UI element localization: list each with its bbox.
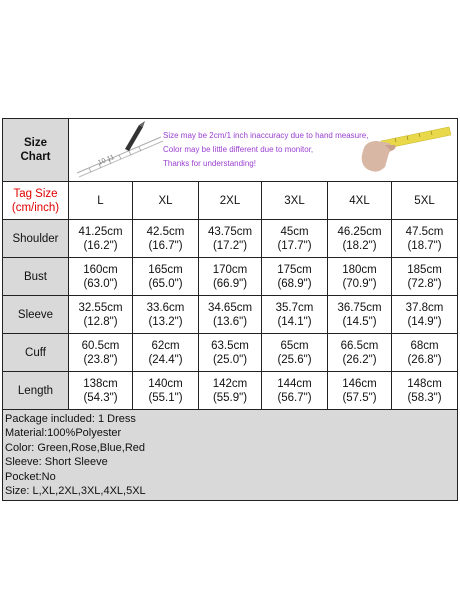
inch-value: (63.0") (83, 277, 118, 290)
cm-value: 142cm (212, 377, 248, 390)
cm-value: 47.5cm (405, 225, 444, 238)
inch-value: (26.8") (407, 353, 442, 366)
row-label: Sleeve (3, 296, 69, 334)
measure-cell (69, 334, 133, 372)
row-label: Bust (3, 258, 69, 296)
inch-value: (17.7") (277, 239, 312, 252)
inch-value: (18.7") (407, 239, 442, 252)
inch-value: (26.2") (342, 353, 377, 366)
measure-cell (328, 372, 392, 410)
measure-cell (392, 296, 458, 334)
measure-cell (328, 220, 392, 258)
cm-value: 185cm (407, 263, 442, 276)
measure-cell (392, 258, 458, 296)
inch-value: (24.4") (148, 353, 183, 366)
measure-cell (199, 372, 262, 410)
measure-cell (199, 296, 262, 334)
inch-value: (65.0") (148, 277, 183, 290)
measure-cell (133, 372, 199, 410)
inch-value: (13.2") (148, 315, 183, 328)
inch-value: (12.8") (83, 315, 118, 328)
note-line-3: Thanks for understanding! (163, 159, 256, 168)
table-row-shoulder (3, 220, 458, 258)
inch-value: (70.9") (342, 277, 377, 290)
measure-cell (69, 220, 133, 258)
inch-value: (54.3") (83, 391, 118, 404)
size-chart-title (3, 119, 69, 182)
measure-cell (69, 372, 133, 410)
row-label: Shoulder (3, 220, 69, 258)
measure-cell (199, 258, 262, 296)
measure-cell (133, 220, 199, 258)
cm-value: 144cm (277, 377, 312, 390)
measure-cell (392, 372, 458, 410)
cm-value: 35.7cm (275, 301, 314, 314)
measure-cell (69, 258, 133, 296)
cm-value: 60.5cm (81, 339, 120, 352)
inch-value: (57.5") (342, 391, 377, 404)
inch-value: (14.9") (407, 315, 442, 328)
inch-value: (58.3") (407, 391, 442, 404)
info-pocket: Pocket:No (5, 470, 56, 483)
measuring-tape-icon (69, 119, 169, 179)
cm-value: 42.5cm (146, 225, 185, 238)
inch-value: (18.2") (342, 239, 377, 252)
measure-cell (262, 258, 328, 296)
table-row-length (3, 372, 458, 410)
inch-value: (68.9") (277, 277, 312, 290)
cm-value: 140cm (148, 377, 183, 390)
tag-size-line-1: Tag Size (13, 187, 58, 200)
measurement-notes (163, 129, 368, 171)
measure-cell (133, 258, 199, 296)
info-material: Material:100%Polyester (5, 427, 122, 440)
row-label: Length (3, 372, 69, 410)
cm-value: 34.65cm (207, 301, 253, 314)
cm-value: 180cm (342, 263, 377, 276)
inch-value: (14.1") (277, 315, 312, 328)
size-chart-table (2, 118, 458, 501)
measure-cell (133, 296, 199, 334)
title-line-2: Chart (20, 151, 51, 163)
inch-value: (66.9") (212, 277, 248, 290)
header-row (3, 119, 458, 182)
cm-value: 36.75cm (337, 301, 382, 314)
cm-value: 43.75cm (207, 225, 253, 238)
cm-value: 170cm (212, 263, 248, 276)
title-line-1: Size (23, 137, 47, 149)
inch-value: (72.8") (407, 277, 442, 290)
info-size: Size: L,XL,2XL,3XL,4XL,5XL (5, 485, 146, 498)
inch-value: (25.0") (212, 353, 248, 366)
size-3xl: 3XL (262, 182, 328, 220)
inch-value: (17.2") (212, 239, 248, 252)
cm-value: 138cm (83, 377, 118, 390)
cm-value: 160cm (83, 263, 118, 276)
measure-cell (392, 334, 458, 372)
measure-cell (69, 296, 133, 334)
size-xl: XL (133, 182, 199, 220)
table-row-sleeve (3, 296, 458, 334)
table-row-cuff (3, 334, 458, 372)
note-line-1: Size may be 2cm/1 inch inaccuracy due to hand measure, (163, 131, 369, 140)
measurement-banner (69, 119, 458, 182)
cm-value: 66.5cm (340, 339, 379, 352)
cm-value: 32.55cm (78, 301, 123, 314)
inch-value: (13.6") (212, 315, 248, 328)
cm-value: 165cm (148, 263, 183, 276)
row-label: Cuff (3, 334, 69, 372)
cm-value: 45cm (280, 225, 309, 238)
inch-value: (16.7") (148, 239, 183, 252)
measure-cell (262, 296, 328, 334)
hand-measuring-icon (355, 123, 451, 177)
measure-cell (392, 220, 458, 258)
product-info-row (3, 410, 458, 501)
inch-value: (23.8") (83, 353, 118, 366)
measure-cell (262, 334, 328, 372)
inch-value: (55.9") (212, 391, 248, 404)
cm-value: 175cm (277, 263, 312, 276)
cm-value: 148cm (407, 377, 442, 390)
inch-value: (25.6") (277, 353, 312, 366)
note-line-2: Color may be little different due to monitor, (163, 145, 314, 154)
measure-cell (199, 334, 262, 372)
cm-value: 33.6cm (146, 301, 185, 314)
cm-value: 68cm (410, 339, 439, 352)
measure-cell (328, 296, 392, 334)
measure-cell (199, 220, 262, 258)
info-sleeve: Sleeve: Short Sleeve (5, 456, 108, 469)
size-4xl: 4XL (328, 182, 392, 220)
table-row-bust (3, 258, 458, 296)
measure-cell (328, 334, 392, 372)
cm-value: 146cm (342, 377, 377, 390)
measure-cell (133, 334, 199, 372)
ruler-digits: 10 11 (97, 153, 116, 167)
info-color: Color: Green,Rose,Blue,Red (5, 441, 146, 454)
cm-value: 46.25cm (337, 225, 382, 238)
tag-size-line-2: (cm/inch) (11, 201, 60, 214)
info-package: Package included: 1 Dress (5, 413, 136, 425)
inch-value: (14.5") (342, 315, 377, 328)
cm-value: 65cm (280, 339, 309, 352)
cm-value: 37.8cm (405, 301, 444, 314)
inch-value: (55.1") (148, 391, 183, 404)
cm-value: 63.5cm (211, 339, 249, 352)
cm-value: 62cm (151, 339, 180, 352)
measure-cell (328, 258, 392, 296)
measure-cell (262, 372, 328, 410)
product-info (3, 410, 458, 501)
size-2xl: 2XL (199, 182, 262, 220)
tag-size-label (3, 182, 69, 220)
size-l: L (69, 182, 133, 220)
size-5xl: 5XL (392, 182, 458, 220)
inch-value: (16.2") (83, 239, 118, 252)
measure-cell (262, 220, 328, 258)
size-header-row (3, 182, 458, 220)
inch-value: (56.7") (277, 391, 312, 404)
cm-value: 41.25cm (78, 225, 123, 238)
